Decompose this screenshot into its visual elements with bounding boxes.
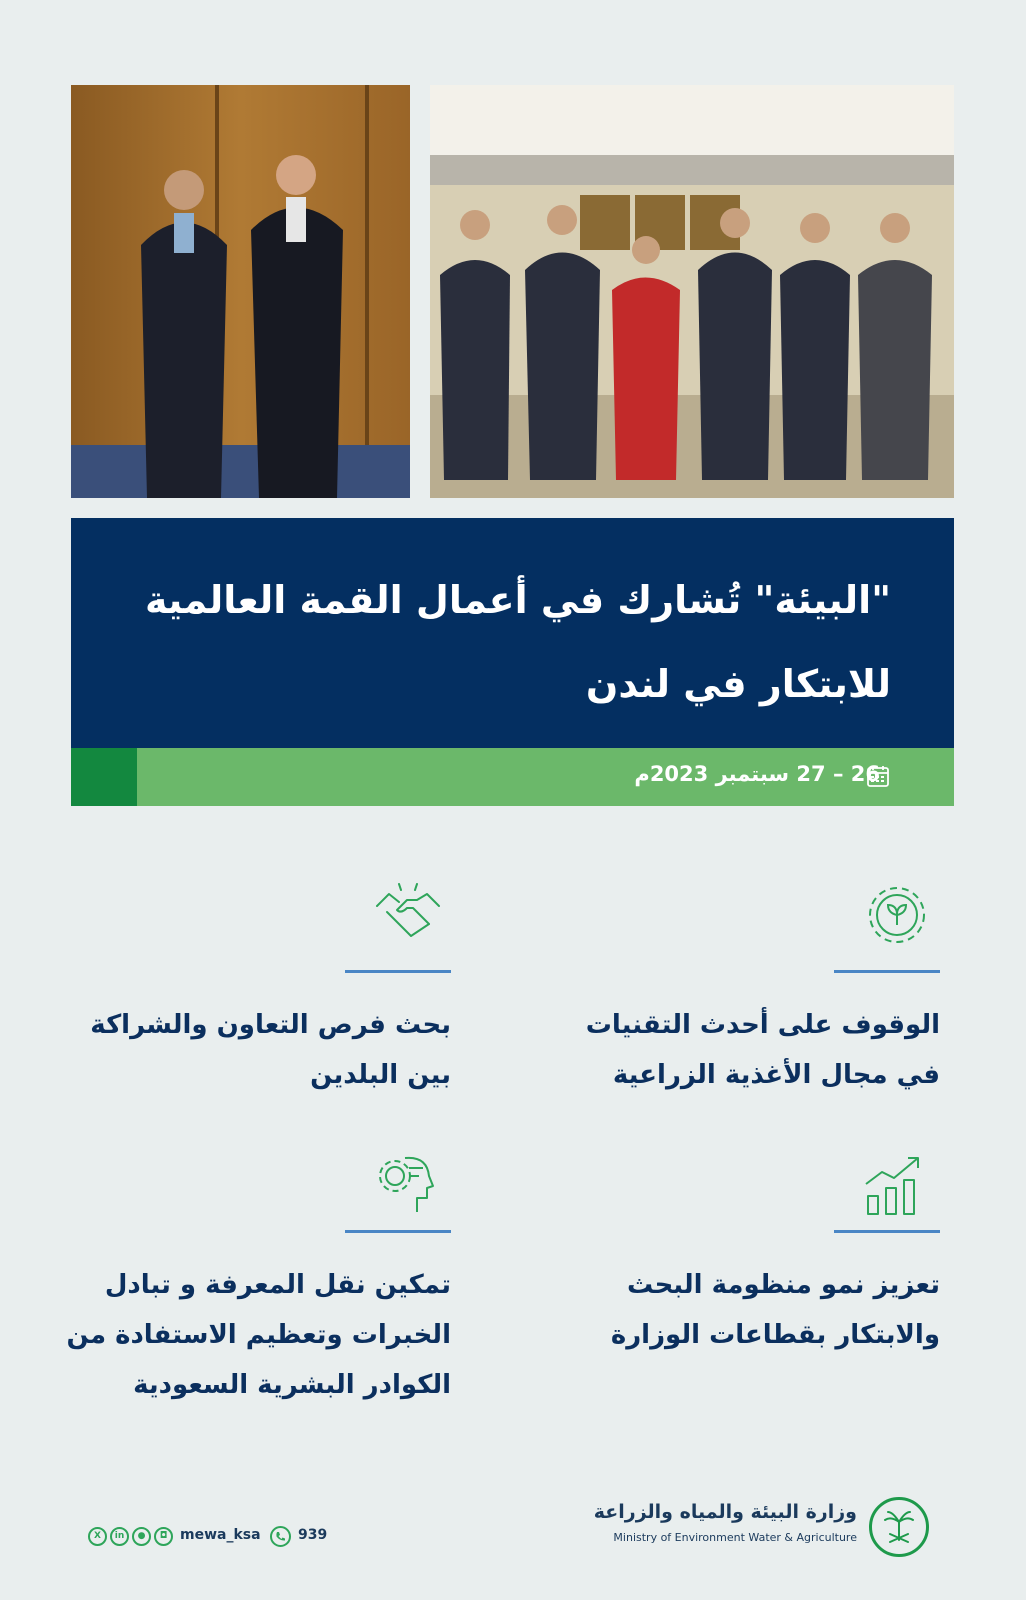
ministry-name-en: Ministry of Environment Water & Agriculture: [613, 1531, 857, 1544]
headline-line-2: للابتكار في لندن: [585, 662, 891, 706]
feature-latest-technologies: [520, 880, 940, 1100]
headline: [131, 558, 891, 726]
feature-research-growth: [520, 1150, 940, 1350]
handshake-icon: [373, 880, 443, 950]
phone-number[interactable]: 939: [298, 1527, 328, 1543]
feature-line-2: في مجال الأغذية الزراعية: [612, 1060, 940, 1090]
gear-plant-icon: [862, 880, 932, 950]
feature-knowledge-transfer: [43, 1150, 463, 1410]
instagram-icon[interactable]: ◘: [154, 1527, 173, 1546]
phone-icon: [270, 1526, 291, 1547]
ministry-emblem-icon: [869, 1497, 929, 1557]
feature-text: [586, 1000, 940, 1100]
feature-text: [611, 1260, 940, 1360]
x-icon[interactable]: X: [88, 1527, 107, 1546]
ministry-logo: [593, 1495, 929, 1565]
feature-text: [90, 1000, 451, 1100]
feature-line-1: تعزيز نمو منظومة البحث: [627, 1270, 940, 1300]
feature-line-1: بحث فرص التعاون والشراكة: [90, 1010, 451, 1040]
feature-line-3: الكوادر البشرية السعودية: [133, 1370, 451, 1400]
social-handle[interactable]: mewa_ksa: [180, 1527, 261, 1543]
feature-line-1: تمكين نقل المعرفة و تبادل: [104, 1270, 451, 1300]
feature-line-2: بين البلدين: [310, 1060, 451, 1090]
feature-line-1: الوقوف على أحدث التقنيات: [585, 1010, 940, 1040]
event-date: 26 – 27 سبتمبر 2023م: [634, 762, 880, 786]
meeting-photo-left: [71, 85, 410, 498]
feature-cooperation: [43, 880, 463, 1100]
feature-line-2: والابتكار بقطاعات الوزارة: [610, 1320, 940, 1350]
meeting-photo-right: [430, 85, 954, 498]
snapchat-icon[interactable]: ●: [132, 1527, 151, 1546]
headline-banner: [71, 518, 954, 748]
date-bar: [71, 748, 954, 806]
gear-head-icon: [371, 1150, 441, 1220]
feature-divider: [345, 1230, 451, 1233]
date-bar-accent: [71, 748, 137, 806]
feature-divider: [834, 970, 940, 973]
feature-line-2: الخبرات وتعظيم الاستفادة من: [66, 1320, 451, 1350]
ministry-name-ar: وزارة البيئة والمياه والزراعة: [593, 1501, 857, 1523]
linkedin-icon[interactable]: in: [110, 1527, 129, 1546]
feature-divider: [345, 970, 451, 973]
feature-text: [67, 1260, 451, 1410]
growth-chart-icon: [860, 1150, 930, 1220]
feature-divider: [834, 1230, 940, 1233]
headline-line-1: "البيئة" تُشارك في أعمال القمة العالمية: [144, 578, 891, 622]
